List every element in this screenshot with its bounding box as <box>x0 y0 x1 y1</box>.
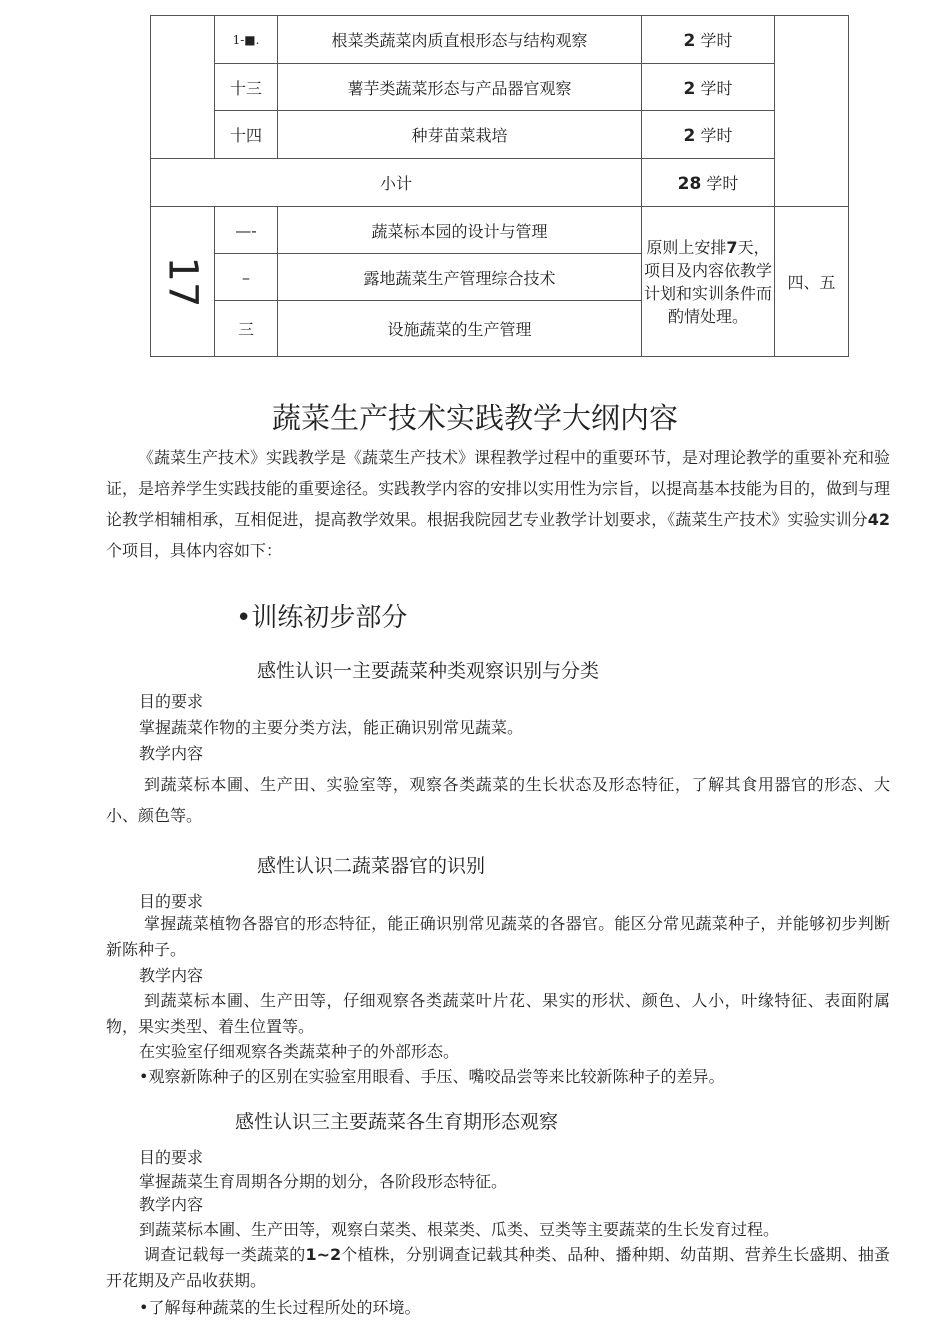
row-name: 根菜类蔬菜肉质直根形态与结构观察 <box>278 16 642 64</box>
section-heading: 感性认识一主要蔬菜种类观察识别与分类 <box>257 660 600 682</box>
row-name: 设施蔬菜的生产管理 <box>278 301 642 357</box>
group2-semester: 四、五 <box>775 207 849 357</box>
survey-text: 调查记载每一类蔬菜的1~2个植株，分别调查记载其种类、品种、播种期、幼苗期、营养生长盛期、抽蚤开花期及产品收获期。 <box>106 1245 890 1290</box>
section-heading: 感性认识二蔬菜器官的识别 <box>257 855 486 877</box>
group2-number-cell <box>151 207 215 357</box>
table-row <box>151 64 849 111</box>
table-row <box>151 16 849 64</box>
section-heading: 感性认识三主要蔬菜各生育期形态观察 <box>235 1111 559 1133</box>
schedule-table <box>150 15 849 357</box>
subtotal-row <box>151 159 849 207</box>
row-number: 1-■. <box>215 16 278 64</box>
table-row <box>151 111 849 159</box>
row-number: —- <box>215 207 278 254</box>
subtotal-label: 小计 <box>151 159 642 207</box>
row-name: 露地蔬菜生产管理综合技术 <box>278 254 642 301</box>
content-line: •了解每种蔬菜的生长过程所处的环境。 <box>139 1298 421 1317</box>
goal-label: 目的要求 <box>139 692 204 711</box>
row-name: 薯芋类蔬菜形态与产品器官观察 <box>278 64 642 111</box>
group1-semester-cell <box>775 16 849 207</box>
group1-number-cell <box>151 16 215 159</box>
goal-text: 掌握蔬菜植物各器官的形态特征，能正确识别常见蔬菜的各器官。能区分常见蔬菜种子，并能够初步判断新陈种子。 <box>106 914 890 959</box>
row-number: 十三 <box>215 64 278 111</box>
row-name: 种芽苗菜栽培 <box>278 111 642 159</box>
goal-text: 掌握蔬菜生育周期各分期的划分，各阶段形态特征。 <box>139 1172 508 1191</box>
content-label: 教学内容 <box>139 744 204 763</box>
group2-number: 17 <box>159 256 206 307</box>
row-hours: 2 学时 <box>642 16 775 64</box>
content-label: 教学内容 <box>139 1195 204 1214</box>
intro-paragraph: 《蔬菜生产技术》实践教学是《蔬菜生产技术》课程教学过程中的重要环节，是对理论教学的重要补充和验证，是培养学生实践技能的重要途径。实践教学内容的安排以实用性为宗旨，以提高基本技能为目的，做到与理论教学相辅相承，互相促进，提高教学效果。根据我院园艺专业教学计划要求，《蔬菜生产技术》实验实训分42个项目，具体内容如下： <box>106 448 891 560</box>
content-label: 教学内容 <box>139 966 204 985</box>
content-text: 到蔬菜标本圃、生产田等，仔细观察各类蔬菜叶片花、果实的形状、颜色、人小，叶缘特征、表面附属物，果实类型、着生位置等。 <box>106 991 890 1036</box>
row-number: – <box>215 254 278 301</box>
goal-text: 掌握蔬菜作物的主要分类方法，能正确识别常见蔬菜。 <box>139 718 524 737</box>
row-number: 十四 <box>215 111 278 159</box>
content-line: •观察新陈种子的区别在实验室用眼看、手压、嘴咬品尝等来比较新陈种子的差异。 <box>139 1067 725 1086</box>
page-title: 蔬菜生产技术实践教学大纲内容 <box>271 401 678 435</box>
row-name: 蔬菜标本园的设计与管理 <box>278 207 642 254</box>
goal-label: 目的要求 <box>139 892 204 911</box>
table-row <box>151 207 849 254</box>
part-heading: •训练初步部分 <box>236 603 408 633</box>
goal-label: 目的要求 <box>139 1148 204 1167</box>
group2-note: 原则上安排7天，项目及内容依教学计划和实训条件而酌情处理。 <box>642 207 775 357</box>
row-hours: 2 学时 <box>642 64 775 111</box>
row-hours: 2 学时 <box>642 111 775 159</box>
row-number: 三 <box>215 301 278 357</box>
content-text: 到蔬菜标本圃、生产田等，观察白菜类、根菜类、瓜类、豆类等主要蔬菜的生长发育过程。 <box>139 1220 780 1239</box>
content-text: 到蔬菜标本圃、生产田、实验室等，观察各类蔬菜的生长状态及形态特征，了解其食用器官的形态、大小、颜色等。 <box>106 775 890 825</box>
subtotal-hours: 28 学时 <box>642 159 775 207</box>
content-line: 在实验室仔细观察各类蔬菜种子的外部形态。 <box>139 1042 460 1061</box>
